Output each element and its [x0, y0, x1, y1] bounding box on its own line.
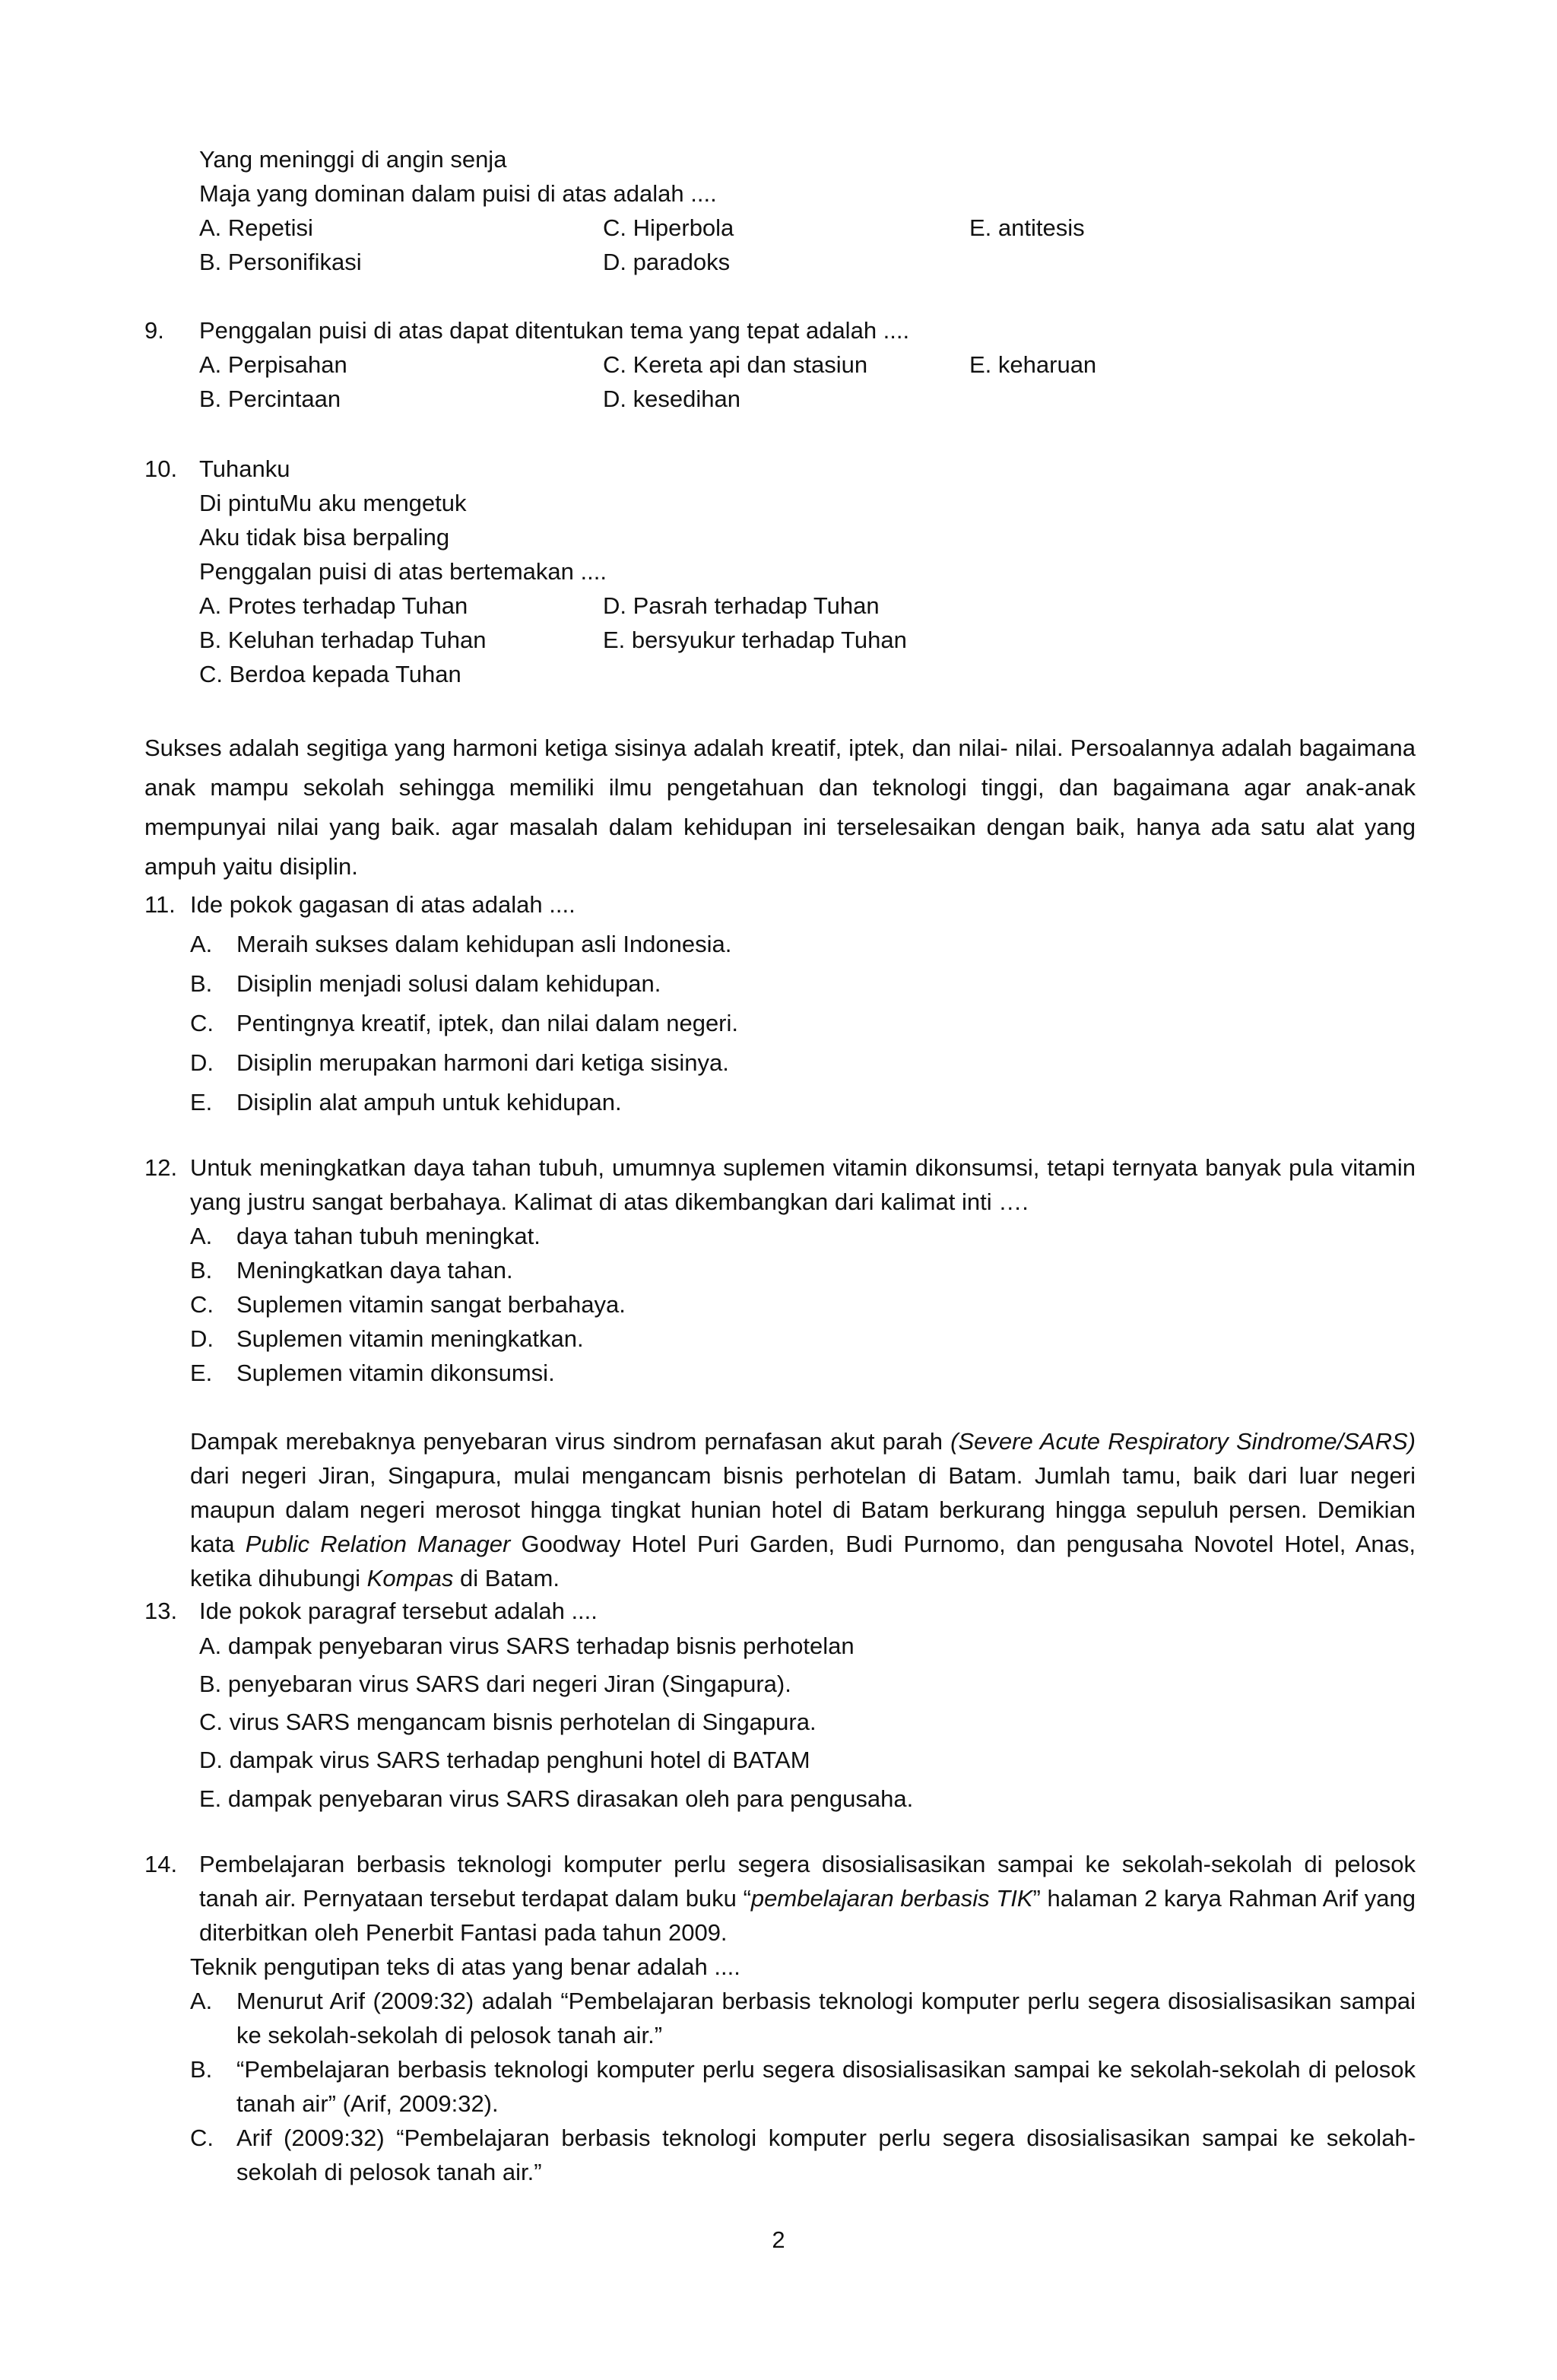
q11-option-letter: C. — [190, 1010, 214, 1036]
q11-option-a: Meraih sukses dalam kehidupan asli Indonesia. — [236, 931, 732, 957]
q12-option-letter: D. — [190, 1325, 214, 1352]
q13-number: 13. — [144, 1598, 178, 1624]
q13-option-d: D. dampak virus SARS terhadap penghuni hotel di BATAM — [199, 1747, 810, 1773]
q14-stem: Teknik pengutipan teks di atas yang benar adalah .... — [190, 1953, 740, 1980]
passage-sars-text: di Batam. — [453, 1565, 560, 1591]
q12-option-letter: C. — [190, 1291, 214, 1318]
q12-option-e: Suplemen vitamin dikonsumsi. — [236, 1360, 555, 1386]
q14-option-letter: B. — [190, 2056, 213, 2083]
passage-sars-term: (Severe Acute Respiratory Sindrome/SARS) — [950, 1428, 1416, 1455]
q10-option-d: D. Pasrah terhadap Tuhan — [603, 592, 880, 619]
q11-option-letter: A. — [190, 931, 213, 957]
q12-option-a: daya tahan tubuh meningkat. — [236, 1223, 541, 1249]
passage-sars-text: dari negeri Jiran, Singapura, mulai mengancam bisnis perhotelan di Batam. Jumlah tamu, baik dari luar negeri maupun dalam negeri merosot hingga tingkat hunian hotel di Batam berkurang hingga sepuluh persen. Demikian kata — [190, 1462, 1416, 1557]
q9-option-e: E. keharuan — [969, 351, 1097, 378]
q9-option-d: D. kesedihan — [603, 386, 740, 412]
page-number: 2 — [772, 2226, 785, 2253]
q8-option-c: C. Hiperbola — [603, 214, 734, 241]
q12-option-b: Meningkatkan daya tahan. — [236, 1257, 513, 1284]
q11-option-d: Disiplin merupakan harmoni dari ketiga sisinya. — [236, 1049, 729, 1076]
q8-option-b: B. Personifikasi — [199, 249, 362, 275]
q10-option-e: E. bersyukur terhadap Tuhan — [603, 627, 907, 653]
q14-option-letter: C. — [190, 2125, 214, 2151]
q9-option-c: C. Kereta api dan stasiun — [603, 351, 868, 378]
q10-option-c: C. Berdoa kepada Tuhan — [199, 661, 461, 687]
q10-poem-line: Aku tidak bisa berpaling — [199, 524, 450, 551]
q12-option-d: Suplemen vitamin meningkatkan. — [236, 1325, 584, 1352]
q13-option-c: C. virus SARS mengancam bisnis perhotelan di Singapura. — [199, 1709, 817, 1735]
q12-option-letter: A. — [190, 1223, 213, 1249]
q10-poem-line: Tuhanku — [199, 455, 290, 482]
passage-discipline: Sukses adalah segitiga yang harmoni ketiga sisinya adalah kreatif, iptek, dan nilai- nilai. Persoalannya adalah bagaimana anak mampu sekolah sehingga memiliki ilmu pengetahuan dan teknologi tinggi, dan bagaimana agar anak-anak mempunyai nilai yang baik. agar masalah dalam kehidupan ini terselesaikan dengan baik, hanya ada satu alat yang ampuh yaitu disiplin. — [144, 735, 1416, 880]
q10-option-a: A. Protes terhadap Tuhan — [199, 592, 468, 619]
q12-option-letter: E. — [190, 1360, 213, 1386]
passage-sars-text: Goodway Hotel Puri Garden, Budi Purnomo, dan pengusaha Novotel Hotel, Anas, ketika dihubungi — [190, 1531, 1416, 1591]
q10-stem: Penggalan puisi di atas bertemakan .... — [199, 558, 607, 585]
q12-stem: Untuk meningkatkan daya tahan tubuh, umumnya suplemen vitamin dikonsumsi, tetapi ternyata banyak pula vitamin yang justru sangat berbahaya. Kalimat di atas dikembangkan dari kalimat inti …. — [190, 1154, 1416, 1215]
q8-stem: Maja yang dominan dalam puisi di atas adalah .... — [199, 180, 717, 207]
q12-number: 12. — [144, 1154, 178, 1181]
q10-number: 10. — [144, 455, 178, 482]
q10-poem-line: Di pintuMu aku mengetuk — [199, 490, 467, 516]
q9-stem: Penggalan puisi di atas dapat ditentukan tema yang tepat adalah .... — [199, 317, 910, 344]
q12-option-c: Suplemen vitamin sangat berbahaya. — [236, 1291, 626, 1318]
q8-option-a: A. Repetisi — [199, 214, 313, 241]
q8-option-e: E. antitesis — [969, 214, 1085, 241]
q11-number: 11. — [144, 891, 176, 918]
q12-option-letter: B. — [190, 1257, 213, 1284]
q14-option-a: Menurut Arif (2009:32) adalah “Pembelajaran berbasis teknologi komputer perlu segera disosialisasikan sampai ke sekolah-sekolah di pelosok tanah air.” — [236, 1988, 1416, 2048]
q14-statement-text: ” halaman 2 karya Rahman Arif yang diterbitkan oleh Penerbit Fantasi pada tahun 2009. — [199, 1885, 1416, 1946]
q11-option-b: Disiplin menjadi solusi dalam kehidupan. — [236, 970, 661, 997]
q11-option-c: Pentingnya kreatif, iptek, dan nilai dalam negeri. — [236, 1010, 739, 1036]
q14-statement-text: Pembelajaran berbasis teknologi komputer perlu segera disosialisasikan sampai ke sekolah-sekolah di pelosok tanah air. Pernyataan tersebut terdapat dalam buku “ — [199, 1851, 1416, 1912]
passage-sars-job-title: Public Relation Manager — [245, 1531, 511, 1557]
q11-option-letter: D. — [190, 1049, 214, 1076]
q9-option-a: A. Perpisahan — [199, 351, 347, 378]
q8-poem-line: Yang meninggi di angin senja — [199, 146, 507, 173]
q11-option-letter: E. — [190, 1089, 213, 1115]
q9-number: 9. — [144, 317, 164, 344]
q13-option-b: B. penyebaran virus SARS dari negeri Jiran (Singapura). — [199, 1671, 791, 1697]
q8-option-d: D. paradoks — [603, 249, 731, 275]
passage-sars-newspaper: Kompas — [366, 1565, 454, 1591]
q14-number: 14. — [144, 1851, 178, 1877]
q14-option-c: Arif (2009:32) “Pembelajaran berbasis teknologi komputer perlu segera disosialisasikan sampai ke sekolah-sekolah di pelosok tanah air.” — [236, 2125, 1416, 2185]
q13-stem: Ide pokok paragraf tersebut adalah .... — [199, 1598, 598, 1624]
q14-option-b: “Pembelajaran berbasis teknologi komputer perlu segera disosialisasikan sampai ke sekolah-sekolah di pelosok tanah air” (Arif, 2009:32). — [236, 2056, 1416, 2117]
q11-option-letter: B. — [190, 970, 213, 997]
passage-sars-text: Dampak merebaknya penyebaran virus sindrom pernafasan akut parah — [190, 1428, 951, 1455]
q14-option-letter: A. — [190, 1988, 213, 2014]
q14-statement — [199, 1847, 1416, 1950]
q11-option-e: Disiplin alat ampuh untuk kehidupan. — [236, 1089, 622, 1115]
q14-book-title: pembelajaran berbasis TIK — [750, 1885, 1033, 1912]
q13-option-a: A. dampak penyebaran virus SARS terhadap bisnis perhotelan — [199, 1633, 855, 1659]
q10-option-b: B. Keluhan terhadap Tuhan — [199, 627, 487, 653]
q11-stem: Ide pokok gagasan di atas adalah .... — [190, 891, 576, 918]
q13-option-e: E. dampak penyebaran virus SARS dirasakan oleh para pengusaha. — [199, 1785, 914, 1812]
q9-option-b: B. Percintaan — [199, 386, 341, 412]
passage-sars — [190, 1424, 1416, 1595]
